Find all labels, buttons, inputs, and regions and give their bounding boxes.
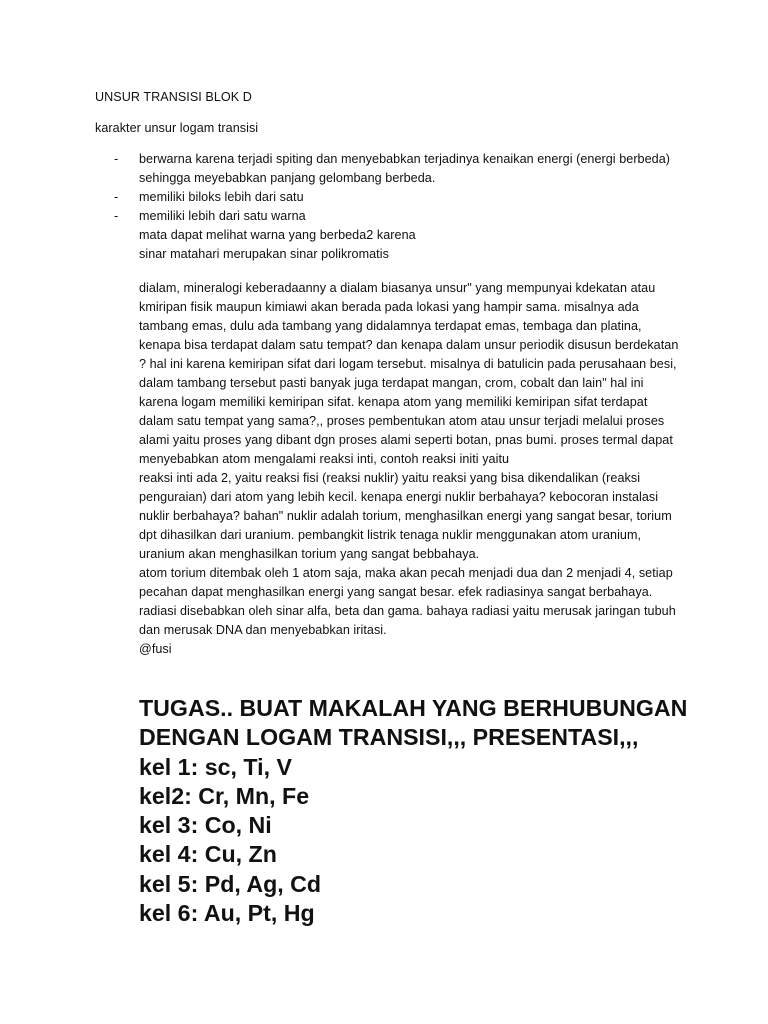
list-item-text: berwarna karena terjadi spiting dan menyebabkan terjadinya kenaikan energi (energi berbeda) sehingga meyebabkan panjang gelombang berbeda.: [139, 152, 671, 185]
text-line: mata dapat melihat warna yang berbeda2 karena: [139, 228, 416, 242]
assignment-block: [139, 694, 699, 928]
bullet-dash: -: [114, 152, 119, 166]
group-assignment: kel 5: Pd, Ag, Cd: [139, 870, 322, 897]
list-item-text: memiliki lebih dari satu warna: [139, 209, 306, 223]
group-assignment: kel 4: Cu, Zn: [139, 841, 277, 868]
group-assignment: kel 3: Co, Ni: [139, 812, 272, 839]
body-paragraph: dialam, mineralogi keberadaanny a dialam biasanya unsur" yang mempunyai kdekatan atau kmiripan fisik maupun kimiawi akan berada pada lokasi yang hampir sama. misalnya ada tambang emas, dulu ada tambang yang didalamnya terdapat emas, tembaga dan platina, kenapa bisa terdapat dalam satu tempat? dan kenapa dalam unsur periodik disusun berdekatan ? hal ini karena kemiripan sifat dari logam tersebut. misalnya di batulicin pada perusahaan besi, dalam tambang tersebut pasti banyak juga terdapat mangan, crom, cobalt dan lain" hal ini karena logam memiliki kemiripan sifat. kenapa atom yang memiliki kemiripan sifat terdapat dalam satu tempat yang sama?,, proses pembentukan atom atau unsur terjadi melalui proses alami yaitu proses yang dibant dgn proses alami seperti botan, pnas bumi. proses termal dapat menyebabkan atom mengalami reaksi inti, contoh reaksi initi yaitu reaksi inti ada 2, yaitu reaksi fisi (reaksi nuklir) yaitu reaksi yang bisa dikendalikan (reaksi penguraian) dari atom yang lebih kecil. kenapa energi nuklir berbahaya? kebocoran instalasi nuklir berbahaya? bahan" nuklir adalah torium, menghasilkan energi yang sangat besar, torium dpt dihasilkan dari uranium. pembangkit listrik tenaga nuklir menggunakan atom uranium, uranium akan menghasilkan torium yang sangat bebbahaya. atom torium ditembak oleh 1 atom saja, maka akan pecah menjadi dua dan 2 menjadi 4, setiap pecahan dapat menghasilkan energi yang sangat besar. efek radiasinya sangat berbahaya. radiasi disebabkan oleh sinar alfa, beta dan gama. bahaya radiasi yaitu merusak jaringan tubuh dan merusak DNA dan menyebabkan iritasi. @fusi: [139, 281, 679, 656]
list-item: [114, 150, 674, 188]
assignment-title-line: DENGAN LOGAM TRANSISI,,, PRESENTASI,,,: [139, 724, 639, 751]
document-heading: UNSUR TRANSISI BLOK D: [95, 90, 252, 104]
group-assignment: kel2: Cr, Mn, Fe: [139, 782, 310, 809]
list-item: [114, 188, 674, 207]
list-item-text: memiliki biloks lebih dari satu: [139, 190, 304, 204]
bullet-dash: -: [114, 190, 119, 204]
list-item: [114, 207, 674, 226]
text-line: sinar matahari merupakan sinar polikromatis: [139, 247, 389, 261]
color-explanation: [139, 226, 416, 264]
assignment-title-line: TUGAS.. BUAT MAKALAH YANG BERHUBUNGAN: [139, 695, 688, 721]
characteristics-list: [114, 150, 674, 226]
group-assignment: kel 1: sc, Ti, V: [139, 753, 292, 780]
group-assignment: kel 6: Au, Pt, Hg: [139, 900, 315, 927]
bullet-dash: -: [114, 209, 119, 223]
document-subheading: karakter unsur logam transisi: [95, 121, 259, 135]
